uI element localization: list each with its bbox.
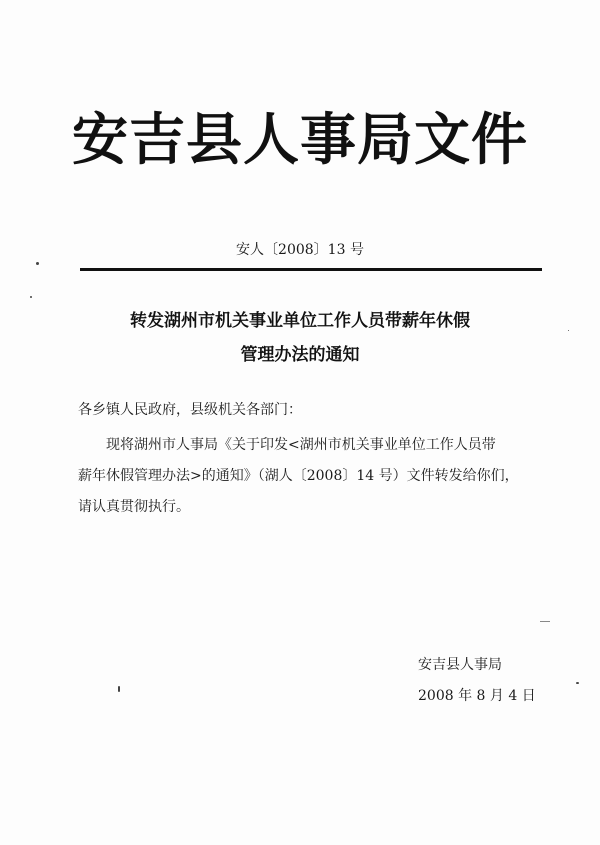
header-divider-rule bbox=[80, 268, 542, 271]
body-line-1: 现将湖州市人事局《关于印发<湖州市机关事业单位工作人员带 bbox=[106, 437, 496, 453]
document-header-title: 安吉县人事局文件 bbox=[72, 107, 528, 173]
scan-speck bbox=[36, 262, 39, 265]
scan-speck bbox=[576, 682, 579, 684]
scan-speck bbox=[118, 686, 120, 692]
signature-block bbox=[418, 650, 536, 712]
signature-date: 2008 年 8 月 4 日 bbox=[418, 688, 536, 704]
subject-line-1: 转发湖州市机关事业单位工作人员带薪年休假 bbox=[130, 311, 470, 331]
addressee-line: 各乡镇人民政府，县级机关各部门： bbox=[78, 402, 302, 418]
signature-org: 安吉县人事局 bbox=[418, 657, 502, 673]
subject-line-2: 管理办法的通知 bbox=[240, 345, 360, 365]
document-subject bbox=[0, 304, 600, 372]
body-line-3: 请认真贯彻执行。 bbox=[78, 499, 190, 515]
scan-speck bbox=[568, 330, 569, 331]
document-number: 安人〔2008〕13 号 bbox=[236, 242, 364, 258]
body-paragraph bbox=[78, 430, 538, 523]
scan-speck bbox=[540, 621, 550, 622]
body-line-2: 薪年休假管理办法>的通知》（湖人〔2008〕14 号）文件转发给你们， bbox=[78, 468, 519, 484]
scan-speck bbox=[30, 296, 32, 298]
